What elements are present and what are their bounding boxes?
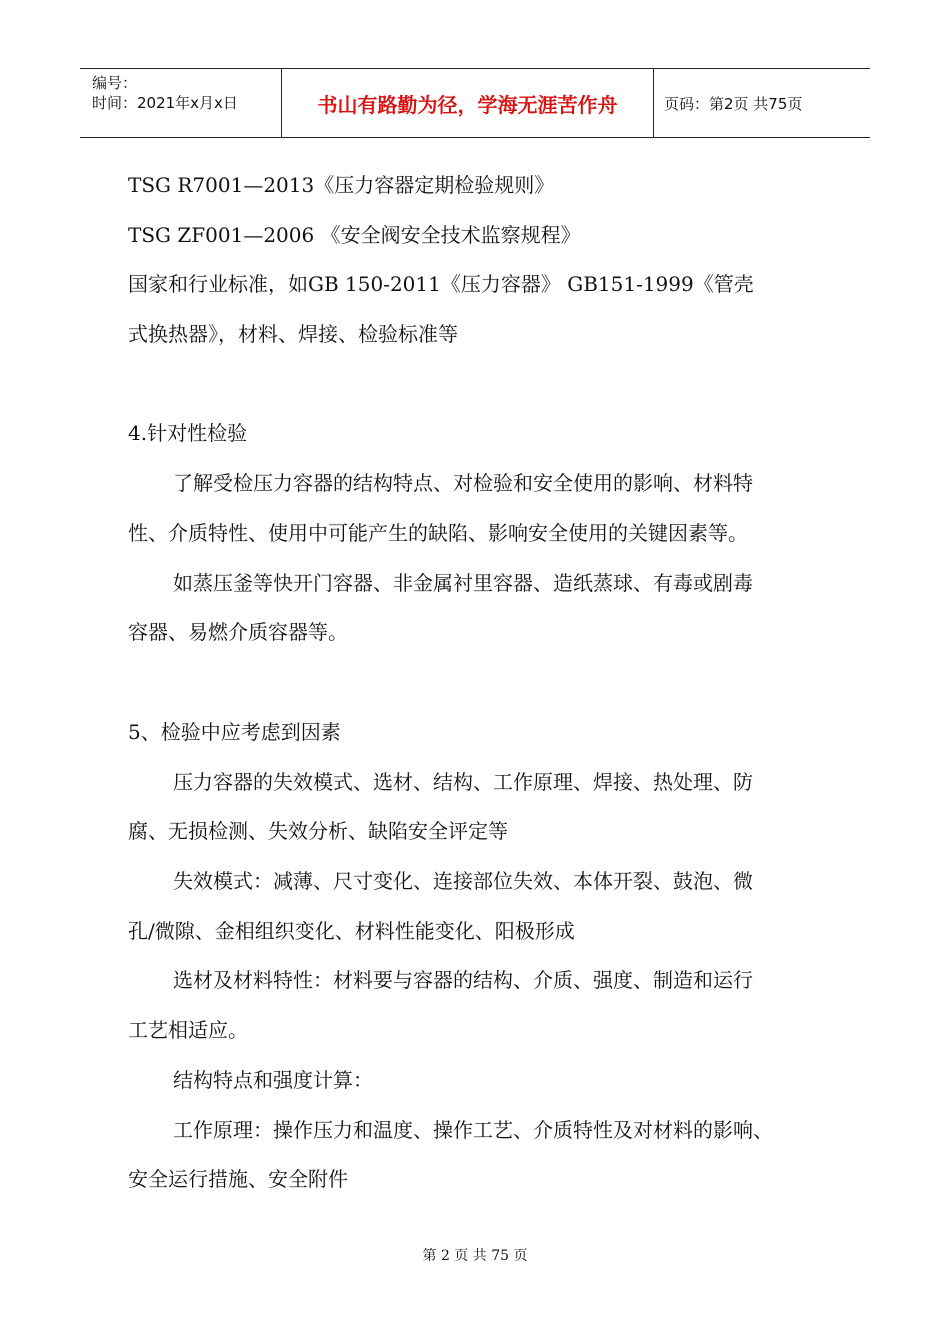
number-label: 编号： — [92, 74, 138, 92]
section-heading: 5、检验中应考虑到因素 — [128, 720, 341, 744]
body-line: 选材及材料特性：材料要与容器的结构、介质、强度、制造和运行 — [173, 968, 753, 992]
body-line: 工艺相适应。 — [128, 1018, 248, 1042]
body-line: TSG R7001—2013《压力容器定期检验规则》 — [128, 173, 555, 197]
body-line: 结构特点和强度计算： — [173, 1068, 373, 1092]
page-footer: 第 2 页 共 75 页 — [422, 1248, 528, 1264]
header-motto: 书山有路勤为径，学海无涯苦作舟 — [282, 69, 654, 137]
body-line: 工作原理：操作压力和温度、操作工艺、介质特性及对材料的影响、 — [173, 1118, 773, 1142]
body-line: 式换热器》，材料、焊接、检验标准等 — [128, 322, 458, 346]
body-line: 国家和行业标准，如GB 150-2011《压力容器》 GB151-1999《管壳 — [128, 272, 754, 296]
body-line: 安全运行措施、安全附件 — [128, 1167, 348, 1191]
header-page-info: 页码：第2页 共75页 — [664, 94, 803, 113]
header-meta — [80, 69, 282, 137]
body-line: 性、介质特性、使用中可能产生的缺陷、影响安全使用的关键因素等。 — [128, 521, 748, 545]
body-line: 如蒸压釜等快开门容器、非金属衬里容器、造纸蒸球、有毒或剧毒 — [173, 571, 753, 595]
body-line: 腐、无损检测、失效分析、缺陷安全评定等 — [128, 819, 508, 843]
time-label: 时间：2021年x月x日 — [92, 94, 238, 112]
body-line: 失效模式：减薄、尺寸变化、连接部位失效、本体开裂、鼓泡、微 — [173, 869, 753, 893]
body-line: 了解受检压力容器的结构特点、对检验和安全使用的影响、材料特 — [173, 471, 753, 495]
page-header — [80, 68, 870, 138]
body-line: TSG ZF001—2006 《安全阀安全技术监察规程》 — [128, 223, 581, 247]
body-line: 孔/微隙、金相组织变化、材料性能变化、阳极形成 — [128, 919, 575, 943]
body-line: 容器、易燃介质容器等。 — [128, 620, 348, 644]
body-line: 压力容器的失效模式、选材、结构、工作原理、焊接、热处理、防 — [173, 770, 753, 794]
section-heading: 4.针对性检验 — [128, 421, 248, 445]
